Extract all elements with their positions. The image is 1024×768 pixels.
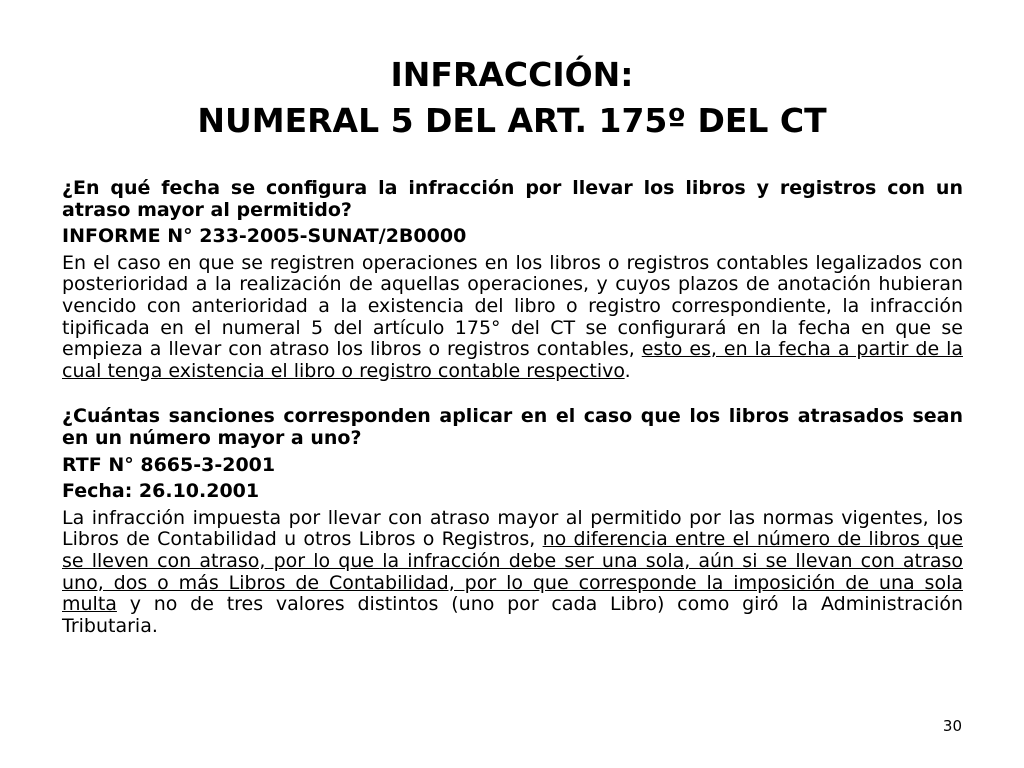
reference-1: INFORME N° 233-2005-SUNAT/2B0000 bbox=[62, 225, 467, 248]
answer-2 bbox=[62, 508, 963, 638]
answer-1-end: . bbox=[624, 359, 631, 382]
slide-title bbox=[0, 52, 1024, 144]
question-1: ¿En qué fecha se configura la infracción por llevar los libros y registros con un atraso mayor al permitido? bbox=[62, 177, 963, 221]
page-number: 30 bbox=[942, 717, 962, 735]
reference-2-date: Fecha: 26.10.2001 bbox=[62, 480, 260, 503]
title-line-1: INFRACCIÓN: bbox=[390, 55, 634, 94]
reference-2: RTF N° 8665-3-2001 bbox=[62, 453, 276, 476]
answer-2-end: y no de tres valores distintos (uno por cada Libro) como giró la Administración Tributaria. bbox=[62, 593, 963, 637]
answer-1 bbox=[62, 253, 963, 383]
answer-1-text: En el caso en que se registren operaciones en los libros o registros contables legalizados con posterioridad a la realización de aquellas operaciones, y cuyos plazos de anotación hubieran vencido con anterioridad a la existencia del libro o registro correspondiente, la infracción tipificada en el numeral 5 del artículo 175° del CT se configurará en la fecha en que se empieza a llevar con atraso los libros o registros contables, bbox=[62, 251, 963, 361]
slide-body bbox=[62, 178, 963, 637]
title-line-2: NUMERAL 5 DEL ART. 175º DEL CT bbox=[197, 101, 827, 140]
question-2: ¿Cuántas sanciones corresponden aplicar en el caso que los libros atrasados sean en un número mayor a uno? bbox=[62, 405, 963, 449]
answer-2-underlined: no diferencia entre el número de libros que se lleven con atraso, por lo que la infracción debe ser una sola, aún si se llevan con atraso uno, dos o más Libros de Contabilidad, por lo que corresponde la imposición de una sola multa bbox=[62, 528, 964, 616]
answer-2-text: La infracción impuesta por llevar con atraso mayor al permitido por las normas vigentes, los Libros de Contabilidad u otros Libros o Registros, bbox=[62, 506, 963, 551]
answer-1-underlined: esto es, en la fecha a partir de la cual tenga existencia el libro o registro contable respectivo bbox=[62, 338, 963, 382]
